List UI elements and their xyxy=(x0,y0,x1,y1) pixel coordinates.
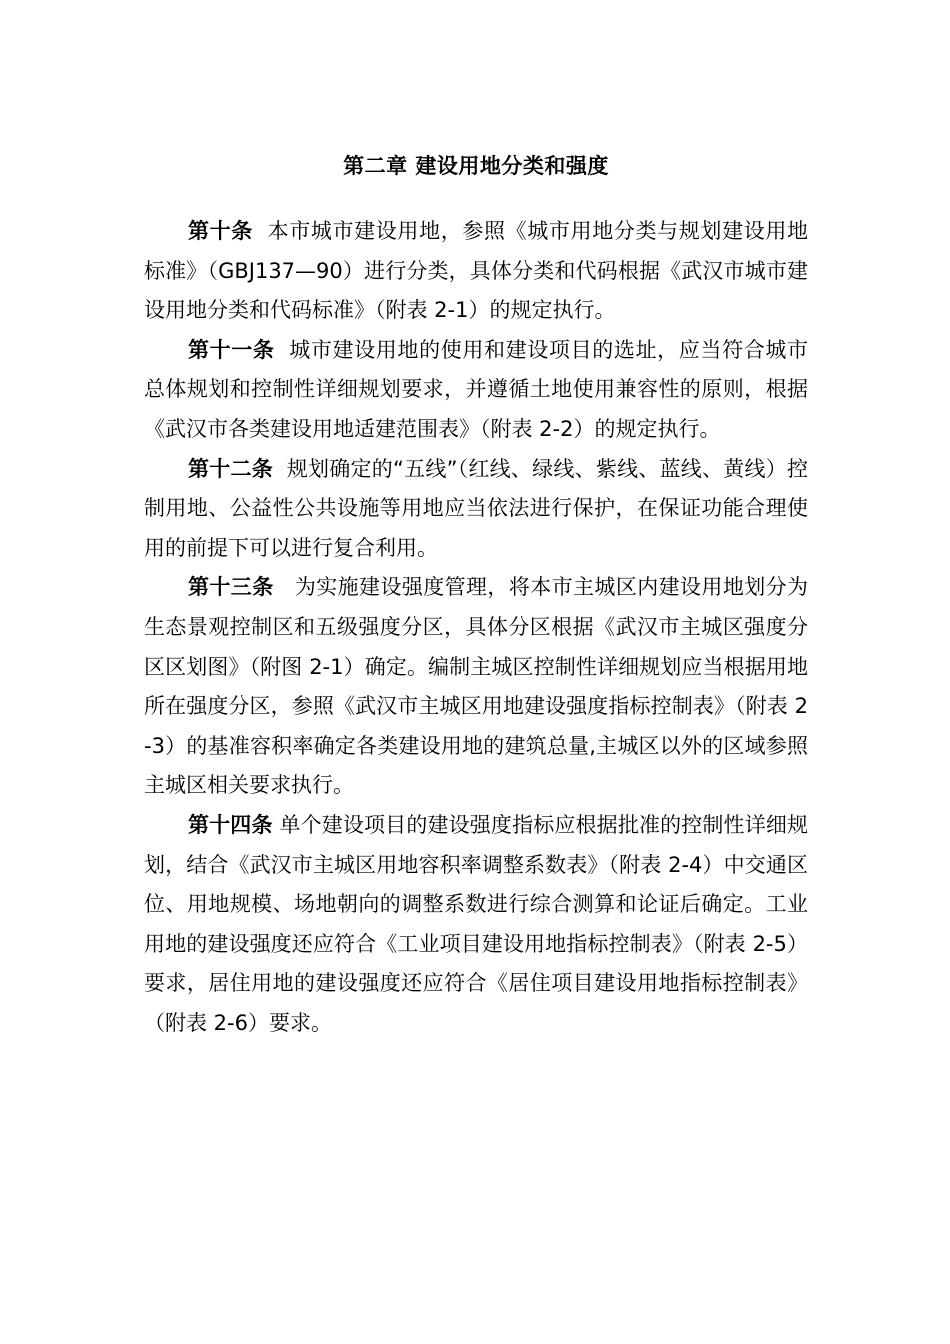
article-list xyxy=(144,212,808,1043)
article-10 xyxy=(144,212,808,331)
document-page xyxy=(144,0,808,1344)
article-14 xyxy=(144,806,808,1044)
article-text: 本市城市建设用地，参照《城市用地分类与规划建设用地标准》（GBJ137—90）进行分类，具体分类和代码根据《武汉市城市建设用地分类和代码标准》（附表 2-1）的规定执行。 xyxy=(144,219,809,323)
article-12 xyxy=(144,450,808,569)
article-number: 第十一条 xyxy=(188,337,275,362)
article-text: 规划确定的“五线”（红线、绿线、紫线、蓝线、黄线）控制用地、公益性公共设施等用地应当依法进行保护，在保证功能合理使用的前提下可以进行复合利用。 xyxy=(144,456,808,560)
chapter-title: 第二章 建设用地分类和强度 xyxy=(343,154,609,178)
article-number: 第十四条 xyxy=(188,812,273,837)
article-number: 第十条 xyxy=(188,219,253,243)
article-13 xyxy=(144,568,808,806)
article-11 xyxy=(144,331,808,450)
article-number: 第十三条 xyxy=(188,575,274,600)
article-text: 单个建设项目的建设强度指标应根据批准的控制性详细规划，结合《武汉市主城区用地容积率调整系数表》（附表 2-4）中交通区位、用地规模、场地朝向的调整系数进行综合测算和论证后确定。工业用地的建设强度还应符合《工业项目建设用地指标控制表》（附表 2-5）要求，居住用地的建设强度还应符合《居住项目建设用地指标控制表》（附表 2-6）要求。 xyxy=(144,812,809,1035)
article-text: 为实施建设强度管理，将本市主城区内建设用地划分为生态景观控制区和五级强度分区，具体分区根据《武汉市主城区强度分区区划图》（附图 2-1）确定。编制主城区控制性详细规划应当根据用地所在强度分区，参照《武汉市主城区用地建设强度指标控制表》（附表 2-3）的基准容积率确定各类建设用地的建筑总量,主城区以外的区域参照主城区相关要求执行。 xyxy=(144,575,809,798)
article-text: 城市建设用地的使用和建设项目的选址，应当符合城市总体规划和控制性详细规划要求，并遵循土地使用兼容性的原则，根据《武汉市各类建设用地适建范围表》（附表 2-2）的规定执行。 xyxy=(144,337,809,441)
article-number: 第十二条 xyxy=(188,456,273,481)
